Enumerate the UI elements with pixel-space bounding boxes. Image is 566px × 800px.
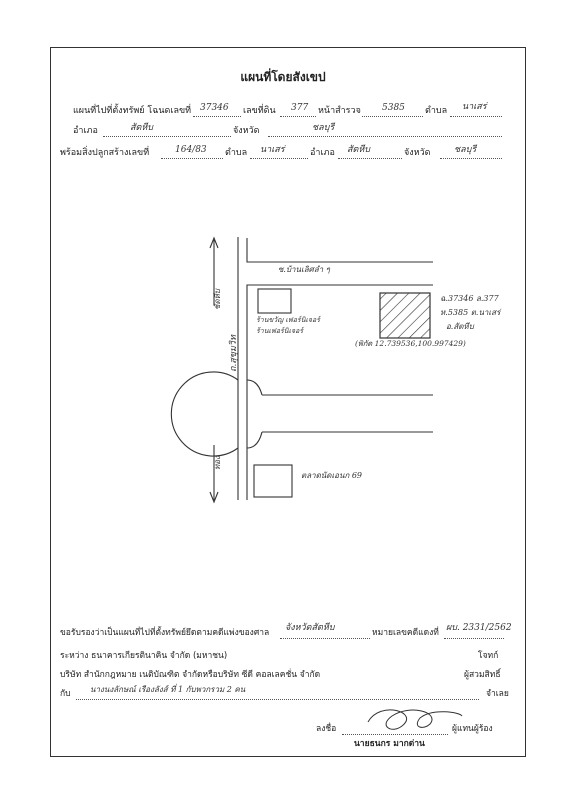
with-label: กับ	[60, 689, 71, 699]
deed-intro-label: แผนที่ไปที่ตั้งทรัพย์ โฉนดเลขที่	[73, 106, 192, 116]
subdistrict-label-3: ตำบล	[225, 148, 248, 158]
transferee-role: ผู้สวมสิทธิ์	[464, 670, 501, 680]
main-road-label: ถ.สุขุมวิท	[229, 335, 239, 372]
page-title: แผนที่โดยสังเขป	[240, 70, 326, 84]
between-label: ระหว่าง ธนาคารเกียรตินาคิน จำกัด (มหาชน)	[60, 651, 228, 661]
parcel-no-value: 377	[291, 103, 309, 113]
deed-no-value: 37346	[200, 103, 229, 113]
soi-road-label: ซ.บ้านเลิศลำ ๆ	[278, 265, 330, 274]
signer-role: ผู้แทนผู้ร้อง	[452, 724, 493, 734]
sign-label: ลงชื่อ	[316, 724, 337, 734]
district-label-2: อำเภอ	[73, 126, 98, 136]
defendants-value: นางนงลักษณ์ เรืองลังส์ ที่ 1 กับพวกรวม 2 คน	[90, 685, 246, 694]
province-value-2: ชลบุรี	[312, 123, 335, 133]
shop-label-line1: ร้านขวัญ เฟอร์นิเจอร์	[256, 316, 320, 324]
signer-name: นายธนกร มากด่าน	[354, 739, 425, 749]
landmark-label: ตลาดนัดเอนก 69	[301, 471, 363, 480]
parcel-label: เลขที่ดิน	[243, 106, 276, 116]
coordinates-label: (พิกัด 12.739536,100.997429)	[355, 339, 466, 348]
province-value-3: ชลบุรี	[454, 145, 477, 155]
case-label: หมายเลขคดีแดงที่	[372, 628, 439, 638]
province-label-3: จังหวัด	[404, 148, 431, 158]
arrow-south-label: ทอง	[213, 456, 222, 470]
province-label-2: จังหวัด	[233, 126, 260, 136]
plaintiff-role: โจทก์	[478, 651, 499, 661]
district-label-3: อำเภอ	[310, 148, 335, 158]
certify-label: ขอรับรองว่าเป็นแผนที่ไปที่ตั้งทรัพย์ยึดตามคดีแพ่งของศาล	[60, 628, 270, 638]
district-value-3: สัตหีบ	[347, 145, 370, 155]
subdistrict-label-1: ตำบล	[425, 106, 448, 116]
building-no-value: 164/83	[175, 145, 207, 155]
subdistrict-value-1: นาเสร่	[462, 102, 487, 112]
transferee-line: บริษัท สำนักกฎหมาย เนติบัณฑิต จำกัดหรือบริษัท ซีดี คอลเลคชั่น จำกัด	[60, 670, 321, 680]
arrow-north-label: ชัดหีบ	[213, 289, 222, 310]
defendant-role: จำเลย	[486, 689, 509, 699]
shop-label-line2: ร้านเฟอร์นิเจอร์	[256, 327, 304, 335]
court-value: จังหวัดสัตหีบ	[285, 623, 335, 633]
plot-label-line3: อ.สัตหีบ	[446, 322, 474, 331]
plot-label-line2: ห.5385 ต.นาเสร่	[440, 308, 501, 317]
subdistrict-value-3: นาเสร่	[260, 145, 285, 155]
district-value-2: สัตหีบ	[130, 123, 153, 133]
building-label: พร้อมสิ่งปลูกสร้างเลขที่	[60, 148, 150, 158]
plot-label-line1: ฉ.37346 ล.377	[440, 294, 499, 303]
case-value: ผบ. 2331/2562	[446, 623, 512, 633]
survey-no-value: 5385	[382, 103, 405, 113]
survey-label: หน้าสำรวจ	[318, 106, 361, 116]
